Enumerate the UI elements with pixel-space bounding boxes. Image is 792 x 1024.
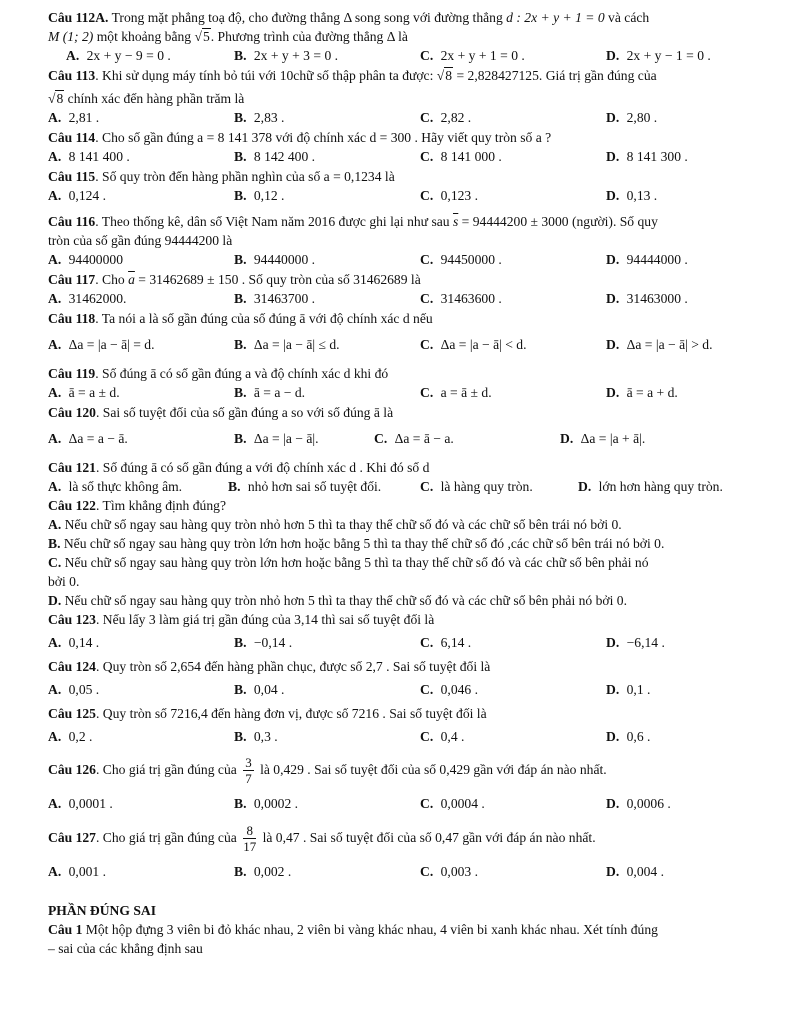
question-124: Câu 124. Quy tròn số 2,654 đến hàng phần chục, được số 2,7 . Sai số tuyệt đối là: [48, 659, 491, 674]
question-121: Câu 121. Số đúng ā có số gần đúng a với độ chính xác d . Khi đó số d: [48, 460, 430, 475]
question-125: Câu 125. Quy tròn số 7216,4 đến hàng đơn vị, được số 7216 . Sai số tuyệt đối là: [48, 706, 487, 721]
options-117: [48, 289, 760, 309]
option-a[interactable]: A. 94400000: [48, 252, 123, 267]
option-d[interactable]: D. 8 141 300 .: [606, 149, 688, 164]
option-a[interactable]: A. 8 141 400 .: [48, 149, 130, 164]
options-121: [48, 477, 760, 496]
option-d[interactable]: D. 94444000 .: [606, 252, 688, 267]
option-b[interactable]: B. 94440000 .: [234, 252, 316, 267]
option-a[interactable]: A. là số thực không âm.: [48, 479, 183, 494]
option-b[interactable]: B. 0,002 .: [234, 864, 292, 879]
option-a[interactable]: A. Δa = a − ā.: [48, 431, 128, 446]
option-d[interactable]: D. 2,80 .: [606, 110, 658, 125]
question-113: Câu 113. Khi sử dụng máy tính bỏ túi với 10chữ số thập phân ta được: √8 = 2,828427125. Giá trị gần đúng của: [48, 68, 657, 83]
options-118: [48, 332, 760, 358]
option-c[interactable]: C. Δa = ā − a.: [374, 431, 454, 446]
option-c[interactable]: C. 0,4 .: [420, 729, 465, 744]
options-126: [48, 791, 760, 817]
question-112: Câu 112A. Trong mặt phẳng toạ độ, cho đường thẳng Δ song song với đường thẳng d : 2x + y + 1 = 0 và cách: [48, 10, 650, 25]
option-c[interactable]: C. Nếu chữ số ngay sau hàng quy tròn lớn hơn hoặc bằng 5 thì ta thay thế chữ số đó và các chữ số bên phải nó: [48, 555, 649, 570]
option-c[interactable]: C. 0,0004 .: [420, 796, 485, 811]
option-c[interactable]: C. 94450000 .: [420, 252, 502, 267]
option-b[interactable]: B. 0,3 .: [234, 729, 278, 744]
option-c-cont: bởi 0.: [48, 574, 80, 589]
options-123: [48, 633, 760, 653]
option-d[interactable]: D. ā = a + d.: [606, 385, 678, 400]
option-b[interactable]: B. nhỏ hơn sai số tuyệt đối.: [228, 479, 382, 494]
question-127: Câu 127. Cho giá trị gần đúng của $\frac{8}{17}$ là 0,47 . Sai số tuyệt đối của số 0,47 gần với đáp án nào nhất.: [48, 823, 596, 855]
option-c[interactable]: C. 0,046 .: [420, 682, 478, 697]
option-b[interactable]: B. Δa = |a − ā| ≤ d.: [234, 337, 340, 352]
true-false-question-1: Câu 1 Một hộp đựng 3 viên bi đỏ khác nhau, 2 viên bi vàng khác nhau, 4 viên bi xanh khác nhau. Xét tính đúng: [48, 922, 658, 937]
option-c[interactable]: C. Δa = |a − ā| < d.: [420, 337, 527, 352]
option-a[interactable]: A. ā = a ± d.: [48, 385, 120, 400]
option-d[interactable]: D. 0,1 .: [606, 682, 651, 697]
option-c[interactable]: C. 2,82 .: [420, 110, 472, 125]
option-b[interactable]: B. 2,83 .: [234, 110, 285, 125]
option-a[interactable]: A. 0,2 .: [48, 729, 93, 744]
option-a[interactable]: A. 0,001 .: [48, 864, 106, 879]
option-b[interactable]: B. −0,14 .: [234, 635, 293, 650]
option-c[interactable]: C. là hàng quy tròn.: [420, 479, 533, 494]
fraction: $\frac{3}{7}$: [245, 755, 252, 787]
options-113: [48, 108, 760, 128]
option-a[interactable]: A. 2,81 .: [48, 110, 100, 125]
option-a[interactable]: A. 0,0001 .: [48, 796, 113, 811]
question-119: Câu 119. Số đúng ā có số gần đúng a và độ chính xác d khi đó: [48, 366, 389, 381]
option-b[interactable]: B. 0,12 .: [234, 188, 285, 203]
option-a[interactable]: A. 31462000.: [48, 291, 127, 306]
options-125: [48, 727, 760, 747]
options-120: [48, 426, 760, 452]
options-112: [48, 46, 760, 66]
option-d[interactable]: D. 0,0006 .: [606, 796, 671, 811]
question-115: Câu 115. Số quy tròn đến hàng phần nghìn của số a = 0,1234 là: [48, 169, 395, 184]
options-124: [48, 680, 760, 700]
option-d[interactable]: D. 0,6 .: [606, 729, 651, 744]
option-d[interactable]: D. Δa = |a + ā|.: [560, 431, 646, 446]
option-d[interactable]: D. 0,004 .: [606, 864, 664, 879]
options-115: [48, 186, 760, 206]
option-a[interactable]: A. 0,14 .: [48, 635, 100, 650]
option-d[interactable]: D. lớn hơn hàng quy tròn.: [578, 479, 723, 494]
option-d[interactable]: D. 0,13 .: [606, 188, 658, 203]
option-c[interactable]: C. 31463600 .: [420, 291, 502, 306]
question-116: Câu 116. Theo thống kê, dân số Việt Nam năm 2016 được ghi lại như sau $\overline{s} = 94444200 \pm 3000$ (người). Số quy: [48, 214, 658, 229]
option-d[interactable]: D. −6,14 .: [606, 635, 665, 650]
question-120: Câu 120. Sai số tuyệt đối của số gần đúng a so với số đúng ā là: [48, 405, 394, 420]
question-126: Câu 126. Cho giá trị gần đúng của $\frac{3}{7}$ là 0,429 . Sai số tuyệt đối của số 0,429 gần với đáp án nào nhất.: [48, 755, 607, 787]
question-117: Câu 117. Cho $\overline{a} = 31462689 \pm 150$ . Số quy tròn của số 31462689 là: [48, 272, 421, 287]
options-119: [48, 383, 760, 403]
question-114: Câu 114. Cho số gần đúng a = 8 141 378 với độ chính xác d = 300 . Hãy viết quy tròn số a ?: [48, 130, 552, 145]
option-c[interactable]: C. 0,003 .: [420, 864, 478, 879]
option-c[interactable]: C. 6,14 .: [420, 635, 472, 650]
option-b[interactable]: B. Δa = |a − ā|.: [234, 431, 319, 446]
option-d[interactable]: D. Nếu chữ số ngay sau hàng quy tròn nhỏ hơn 5 thì ta thay thế chữ số đó và các chữ số bên phải nó bởi 0.: [48, 593, 627, 608]
option-c[interactable]: C. a = ā ± d.: [420, 385, 492, 400]
document-page: Câu 112A. Trong mặt phẳng toạ độ, cho đường thẳng Δ song song với đường thẳng d : 2x + y + 1 = 0 và cách M (1; 2) một khoảng bằng √5. Phương trình của đường thẳng Δ là A. 2x + y − 9 = 0 . B. 2x + y + 3 = 0 . C. 2x + y + 1 = 0 . D. 2x + y − 1 = 0 . Câu 113. Khi sử dụng máy tính bỏ túi với 10chữ số thập phân ta được: √8 = 2,828427125. Giá trị gần đúng của √8 chính xác đến hàng phần trăm là A. 2,81 . B. 2,83 . C. 2,82 . D. 2,80 . Câu 114. Cho số gần đúng a = 8 141 378 với độ chính xác d = 300 . Hãy viết quy tròn số a ? A. 8 141 400 . B. 8 142 400 . C. 8 141 000 . D. 8 141 300 . Câu 115. Số quy tròn đến hàng phần nghìn của số a = 0,1234 là A. 0,124 . B. 0,12 . C. 0,123 . D. 0,13 . Câu 116. Theo thống kê, dân số Việt Nam năm 2016 được ghi lại như sau $\overline{s} = 94444200 \pm 3000$ (người). Số quy tròn của số gần đúng 94444200 là A. 94400000 B. 94440000 . C. 94450000 . D. 94444000 . Câu 117. Cho $\overline{a} = 31462689 \pm 150$ . Số quy tròn của số 31462689 là A. 31462000. B. 31463700 . C. 31463600 . D. 31463000 . Câu 118. Ta nói a là số gần đúng của số đúng ā với độ chính xác d nếu A. Δa = |a − ā| = d. B. Δa = |a − ā| ≤ d. C. Δa = |a − ā| < d. D. Δa = |a − ā| > d. Câu 119. Số đúng ā có số gần đúng a và độ chính xác d khi đó A. ā = a ± d. B. ā = a − d. C. a = ā ± d. D. ā = a + d. Câu 120. Sai số tuyệt đối của số gần đúng a so với số đúng ā là A. Δa = a − ā. B. Δa = |a − ā|. C. Δa = ā − a. D. Δa = |a + ā|. Câu 121. Số đúng ā có số gần đúng a với độ chính xác d . Khi đó số d A. là số thực không âm. B. nhỏ hơn sai số tuyệt đối. C. là hàng quy tròn. D. lớn hơn hàng quy tròn. Câu 122. Tìm khẳng định đúng? A. Nếu chữ số ngay sau hàng quy tròn nhỏ hơn 5 thì ta thay thế chữ số đó và các chữ số bên trái nó bởi 0. B. Nếu chữ số ngay sau hàng quy tròn lớn hơn hoặc bằng 5 thì ta thay thế chữ số đó ,các chữ số bên trái nó bởi 0. C. Nếu chữ số ngay sau hàng quy tròn lớn hơn hoặc bằng 5 thì ta thay thế chữ số đó và các chữ số bên phải nó bởi 0. D. Nếu chữ số ngay sau hàng quy tròn nhỏ hơn 5 thì ta thay thế chữ số đó và các chữ số bên phải nó bởi 0. Câu 123. Nếu lấy 3 làm giá trị gần đúng của 3,14 thì sai số tuyệt đối là A. 0,14 . B. −0,14 . C. 6,14 . D. −6,14 . Câu 124. Quy tròn số 2,654 đến hàng phần chục, được số 2,7 . Sai số tuyệt đối là A. 0,05 . B. 0,04 . C. 0,046 . D. 0,1 . Câu 125. Quy tròn số 7216,4 đến hàng đơn vị, được số 7216 . Sai số tuyệt đối là A. 0,2 . B. 0,3 . C. 0,4 . D. 0,6 . Câu 126. Cho giá trị gần đúng của $\frac{3}{7}$ là 0,429 . Sai số tuyệt đối của số 0,429 gần với đáp án nào nhất. A. 0,0001 . B. 0,0002 . C. 0,0004 . D. 0,0006 . Câu 127. Cho giá trị gần đúng của $\frac{8}{17}$ là 0,47 . Sai số tuyệt đối của số 0,47 gần với đáp án nào nhất. A. 0,001 . B. 0,002 . C. 0,003 . D. 0,004 . PHẦN ĐÚNG SAI Câu 1 Một hộp đựng 3 viên bi đỏ khác nhau, 2 viên bi vàng khác nhau, 4 viên bi xanh khác nhau. Xét tính đúng – sai của các khẳng định sau: [48, 8, 760, 958]
section-title: PHẦN ĐÚNG SAI: [48, 903, 156, 918]
option-d[interactable]: D. 31463000 .: [606, 291, 688, 306]
options-114: [48, 147, 760, 167]
option-d[interactable]: D. 2x + y − 1 = 0 .: [606, 48, 711, 63]
options-127: [48, 859, 760, 885]
option-b[interactable]: B. 31463700 .: [234, 291, 316, 306]
option-a[interactable]: A. Nếu chữ số ngay sau hàng quy tròn nhỏ hơn 5 thì ta thay thế chữ số đó và các chữ số bên trái nó bởi 0.: [48, 517, 622, 532]
option-b[interactable]: B. 0,04 .: [234, 682, 285, 697]
option-a[interactable]: A. 0,05 .: [48, 682, 100, 697]
option-b[interactable]: B. ā = a − d.: [234, 385, 306, 400]
option-c[interactable]: C. 2x + y + 1 = 0 .: [420, 48, 525, 63]
option-a[interactable]: A. 0,124 .: [48, 188, 106, 203]
option-b[interactable]: B. 0,0002 .: [234, 796, 299, 811]
option-a[interactable]: A. 2x + y − 9 = 0 .: [66, 48, 171, 63]
option-b[interactable]: B. Nếu chữ số ngay sau hàng quy tròn lớn hơn hoặc bằng 5 thì ta thay thế chữ số đó ,các chữ số bên trái nó bởi 0.: [48, 536, 665, 551]
option-c[interactable]: C. 8 141 000 .: [420, 149, 502, 164]
option-b[interactable]: B. 2x + y + 3 = 0 .: [234, 48, 339, 63]
fraction: $\frac{8}{17}$: [243, 823, 257, 855]
question-118: Câu 118. Ta nói a là số gần đúng của số đúng ā với độ chính xác d nếu: [48, 311, 433, 326]
option-a[interactable]: A. Δa = |a − ā| = d.: [48, 337, 155, 352]
options-116: [48, 250, 760, 270]
question-label: Câu 112A.: [48, 10, 109, 25]
option-c[interactable]: C. 0,123 .: [420, 188, 478, 203]
question-123: Câu 123. Nếu lấy 3 làm giá trị gần đúng của 3,14 thì sai số tuyệt đối là: [48, 612, 435, 627]
question-122: Câu 122. Tìm khẳng định đúng?: [48, 498, 226, 513]
option-b[interactable]: B. 8 142 400 .: [234, 149, 316, 164]
option-d[interactable]: D. Δa = |a − ā| > d.: [606, 337, 713, 352]
